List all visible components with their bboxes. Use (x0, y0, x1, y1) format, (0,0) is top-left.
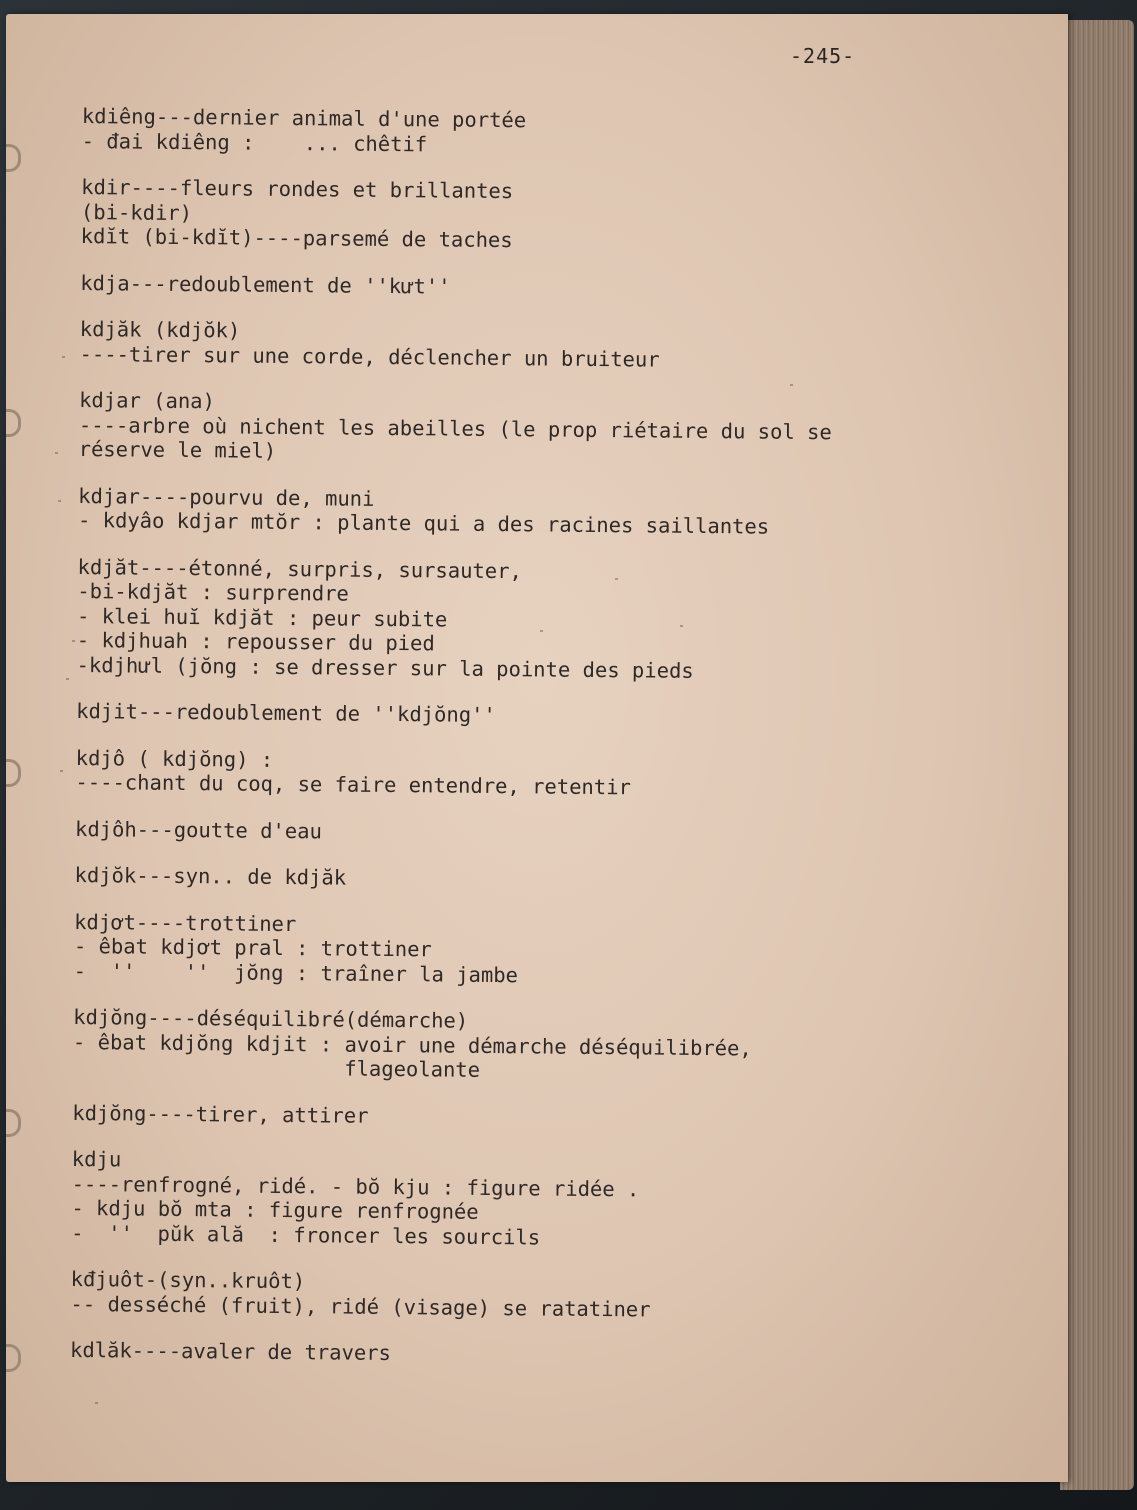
entry-line: - klei huĭ kdjăt : peur subite (76, 603, 448, 632)
entry-line: kdlăk----avaler de travers (69, 1337, 392, 1366)
entry-line: kdjŏng----déséquilibré(démarche) (73, 1004, 469, 1033)
entry-kdjat (76, 554, 1037, 686)
entry-line: ----chant du coq, se faire entendre, retentir (75, 769, 631, 800)
entry-line: - đai kdiêng : ... chêtif (81, 128, 428, 156)
entry-kdlak (70, 1338, 1030, 1372)
entry-line: kdjơt----trottiner (74, 909, 297, 936)
binder-ring (6, 759, 21, 787)
entry-line: - êbat kdjŏng kdjit : avoir une démarche déséquilibrée, (72, 1029, 752, 1060)
entry-line: kdju (71, 1146, 122, 1172)
entry-line: kdjit---redoublement de ''kdjŏng'' (76, 698, 496, 727)
entry-line: - êbat kdjơt pral : trottiner (73, 933, 432, 962)
entry-line: (bi-kdir) (80, 199, 193, 225)
entry-line: kdjăt----étonné, surpris, sursauter, (77, 554, 522, 583)
entry-line: réserve le miel) (78, 436, 277, 463)
entry-kdjok (74, 863, 1034, 897)
entry-kdjit (76, 699, 1036, 733)
entry-line: flageolante (72, 1053, 481, 1082)
entry-line: kdiêng---dernier animal d'une portée (81, 104, 527, 133)
entry-kdjak (79, 317, 1039, 375)
dictionary-entries (70, 104, 1042, 1394)
entry-kdieng (82, 104, 1042, 162)
entry-kdjot (74, 909, 1035, 992)
entry-line: -kdjhưl (jŏng : se dresser sur la pointe des pieds (76, 652, 694, 683)
entry-line: kdĭt (bi-kdĭt)----parsemé de taches (80, 223, 513, 253)
entry-line: - kdju bŏ mta : figure renfrognée (71, 1195, 479, 1224)
entry-kdjuot (70, 1267, 1030, 1325)
entry-line: ----tirer sur une corde, déclencher un bruiteur (79, 341, 660, 372)
entry-line: kdjar (ana) (79, 387, 216, 414)
entry-line: -bi-kdjăt : surprendre (77, 578, 349, 606)
entry-line: kdir----fleurs rondes et brillantes (81, 174, 514, 204)
entry-line: kđjuôt-(syn..kruôt) (70, 1266, 306, 1294)
binder-ring (6, 1344, 21, 1372)
page-number: -245- (790, 44, 856, 68)
binder-ring (6, 144, 21, 172)
entry-line: ----arbre où nichent les abeilles (le prop riétaire du sol se (78, 412, 832, 444)
entry-kdja (80, 270, 1040, 304)
entry-line: - '' '' jŏng : traîner la jambe (73, 958, 519, 987)
page-edges (1060, 20, 1134, 1490)
binder-ring (6, 409, 21, 437)
entry-line: kdjăk (kdjŏk) (79, 316, 241, 343)
entry-line: kdjô ( kdjŏng) : (75, 745, 274, 772)
entry-kdjoh (75, 816, 1035, 850)
entry-line: - kdjhuah : repousser du pied (76, 627, 435, 656)
entry-line: kdjŏk---syn.. de kdjăk (74, 862, 347, 890)
entry-line: kdjŏng----tirer, attirer (72, 1100, 369, 1128)
entry-line: - kdyâo kdjar mtŏr : plante qui a des racines saillantes (77, 507, 770, 539)
entry-kdir (81, 175, 1042, 258)
entry-kdjar-ana (79, 388, 1040, 471)
entry-line: kdjar----pourvu de, muni (78, 483, 375, 511)
entry-kdjong-tirer (72, 1100, 1032, 1134)
entry-line: kdja---redoublement de ''kưt'' (80, 270, 451, 299)
entry-kdju (71, 1147, 1032, 1254)
entry-kdjar (78, 483, 1038, 541)
entry-kdjong-desequilibre (73, 1005, 1034, 1088)
entry-line: kdjôh---goutte d'eau (74, 816, 322, 843)
entry-line: ----renfrogné, ridé. - bŏ kju : figure ridée . (71, 1171, 640, 1201)
binder-ring (6, 1109, 21, 1137)
entry-kdjo (75, 745, 1035, 803)
entry-line: - '' pŭk ală : froncer les sourcils (71, 1220, 541, 1249)
entry-line: -- desséché (fruit), ridé (visage) se ratatiner (70, 1291, 651, 1322)
